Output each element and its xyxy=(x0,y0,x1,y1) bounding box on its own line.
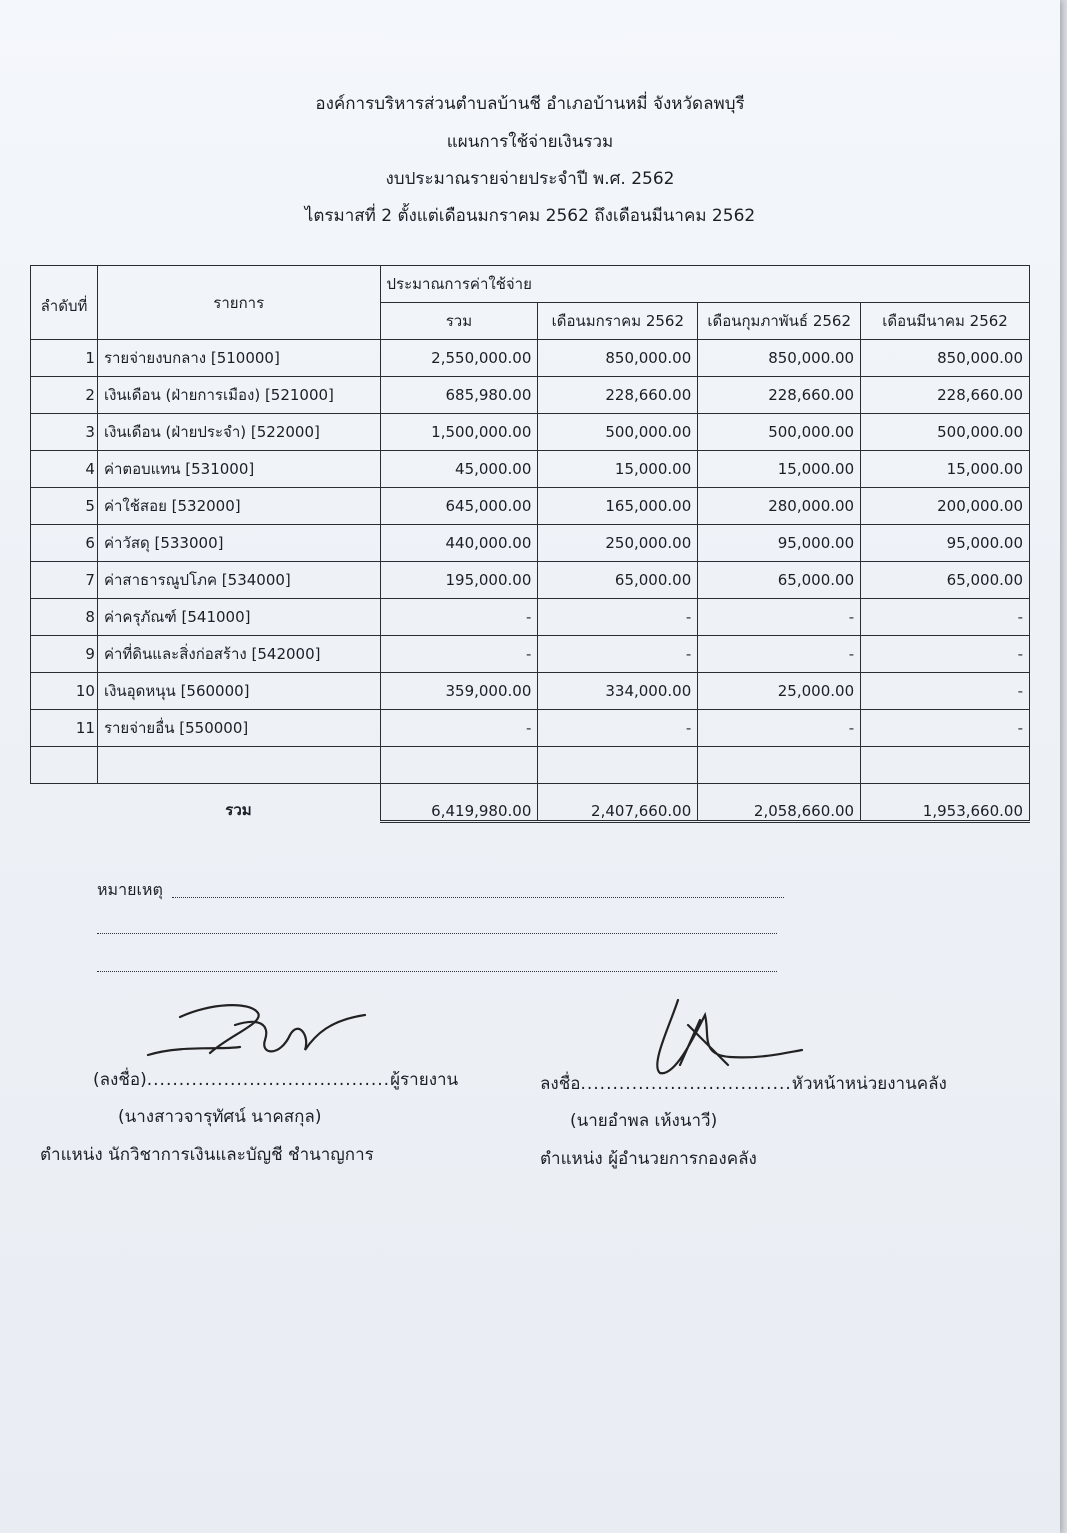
row-feb: - xyxy=(698,636,861,673)
note-line-2 xyxy=(97,932,777,934)
row-total: 195,000.00 xyxy=(380,562,538,599)
row-total: 685,980.00 xyxy=(380,377,538,414)
row-mar: 228,660.00 xyxy=(861,377,1030,414)
row-jan: - xyxy=(538,599,698,636)
row-mar: - xyxy=(861,599,1030,636)
row-index: 2 xyxy=(31,377,98,414)
col-jan-header: เดือนมกราคม 2562 xyxy=(538,303,698,340)
row-mar: - xyxy=(861,673,1030,710)
row-total: 359,000.00 xyxy=(380,673,538,710)
sign-left-prefix: (ลงชื่อ) xyxy=(93,1070,147,1090)
row-feb: - xyxy=(698,599,861,636)
row-mar: 850,000.00 xyxy=(861,340,1030,377)
row-feb: 15,000.00 xyxy=(698,451,861,488)
row-mar: 15,000.00 xyxy=(861,451,1030,488)
table-row xyxy=(31,525,1030,562)
total-sum: 6,419,980.00 xyxy=(380,784,538,822)
total-feb: 2,058,660.00 xyxy=(698,784,861,822)
signer-right-position: ตำแหน่ง ผู้อำนวยการกองคลัง xyxy=(540,1149,757,1169)
table-row xyxy=(31,488,1030,525)
row-jan: 500,000.00 xyxy=(538,414,698,451)
col-feb-header: เดือนกุมภาพันธ์ 2562 xyxy=(698,303,861,340)
total-row xyxy=(31,784,1030,822)
signer-left-position: ตำแหน่ง นักวิชาการเงินและบัญชี ชำนาญการ xyxy=(40,1145,374,1165)
row-feb: 228,660.00 xyxy=(698,377,861,414)
row-mar: 500,000.00 xyxy=(861,414,1030,451)
row-mar: 200,000.00 xyxy=(861,488,1030,525)
sign-left-line: (ลงชื่อ)......................................ผู้รายงาน xyxy=(93,1070,459,1090)
row-item: ค่าที่ดินและสิ่งก่อสร้าง [542000] xyxy=(97,636,380,673)
row-jan: - xyxy=(538,636,698,673)
note-line-1 xyxy=(172,896,784,898)
note-label: หมายเหตุ xyxy=(97,880,163,899)
table-row xyxy=(31,710,1030,747)
col-mar-header: เดือนมีนาคม 2562 xyxy=(861,303,1030,340)
row-mar: - xyxy=(861,636,1030,673)
row-index: 4 xyxy=(31,451,98,488)
sign-right-role: หัวหน้าหน่วยงานคลัง xyxy=(791,1074,947,1094)
row-feb: 850,000.00 xyxy=(698,340,861,377)
signature-right xyxy=(640,995,810,1080)
row-index: 3 xyxy=(31,414,98,451)
row-index: 11 xyxy=(31,710,98,747)
row-jan: 334,000.00 xyxy=(538,673,698,710)
row-mar: 65,000.00 xyxy=(861,562,1030,599)
row-jan: 15,000.00 xyxy=(538,451,698,488)
table-row xyxy=(31,673,1030,710)
col-item-header: รายการ xyxy=(97,266,380,340)
budget-table xyxy=(30,265,1030,823)
row-total: 45,000.00 xyxy=(380,451,538,488)
sign-right-prefix: ลงชื่อ xyxy=(540,1074,581,1094)
org-title: องค์การบริหารส่วนตำบลบ้านชี อำเภอบ้านหมี่ จังหวัดลพบุรี xyxy=(315,94,745,114)
row-feb: 280,000.00 xyxy=(698,488,861,525)
empty-row xyxy=(31,747,1030,784)
table-row xyxy=(31,636,1030,673)
row-jan: 165,000.00 xyxy=(538,488,698,525)
col-index-header: ลำดับที่ xyxy=(31,266,98,340)
total-mar: 1,953,660.00 xyxy=(861,784,1030,822)
row-total: 2,550,000.00 xyxy=(380,340,538,377)
row-item: เงินอุดหนุน [560000] xyxy=(97,673,380,710)
row-jan: - xyxy=(538,710,698,747)
row-mar: 95,000.00 xyxy=(861,525,1030,562)
row-total: 645,000.00 xyxy=(380,488,538,525)
total-label: รวม xyxy=(97,784,380,822)
total-jan: 2,407,660.00 xyxy=(538,784,698,822)
plan-title: แผนการใช้จ่ายเงินรวม xyxy=(446,132,614,152)
row-feb: - xyxy=(698,710,861,747)
table-row xyxy=(31,451,1030,488)
budget-year-title: งบประมาณรายจ่ายประจำปี พ.ศ. 2562 xyxy=(385,169,675,189)
signer-right-name: (นายอำพล เห้งนาวี) xyxy=(570,1111,718,1131)
signer-left-name: (นางสาวจารุทัศน์ นาคสกุล) xyxy=(118,1107,322,1127)
row-item: ค่าครุภัณฑ์ [541000] xyxy=(97,599,380,636)
quarter-title: ไตรมาสที่ 2 ตั้งแต่เดือนมกราคม 2562 ถึงเดือนมีนาคม 2562 xyxy=(304,206,756,226)
table-row xyxy=(31,599,1030,636)
row-feb: 95,000.00 xyxy=(698,525,861,562)
row-item: รายจ่ายงบกลาง [510000] xyxy=(97,340,380,377)
table-row xyxy=(31,414,1030,451)
row-index: 5 xyxy=(31,488,98,525)
row-jan: 850,000.00 xyxy=(538,340,698,377)
row-item: รายจ่ายอื่น [550000] xyxy=(97,710,380,747)
row-jan: 228,660.00 xyxy=(538,377,698,414)
row-total: - xyxy=(380,710,538,747)
row-item: ค่าตอบแทน [531000] xyxy=(97,451,380,488)
row-index: 6 xyxy=(31,525,98,562)
row-total: - xyxy=(380,599,538,636)
row-index: 1 xyxy=(31,340,98,377)
note-line-3 xyxy=(97,970,777,972)
row-total: 440,000.00 xyxy=(380,525,538,562)
col-total-header: รวม xyxy=(380,303,538,340)
row-item: ค่าใช้สอย [532000] xyxy=(97,488,380,525)
row-mar: - xyxy=(861,710,1030,747)
row-feb: 25,000.00 xyxy=(698,673,861,710)
row-jan: 250,000.00 xyxy=(538,525,698,562)
col-group-header: ประมาณการค่าใช้จ่าย xyxy=(380,266,1030,303)
row-index: 8 xyxy=(31,599,98,636)
sign-left-role: ผู้รายงาน xyxy=(390,1070,459,1090)
sign-right-line: ลงชื่อ.................................หัวหน้าหน่วยงานคลัง xyxy=(540,1074,947,1094)
row-feb: 500,000.00 xyxy=(698,414,861,451)
row-index: 9 xyxy=(31,636,98,673)
table-row xyxy=(31,562,1030,599)
row-feb: 65,000.00 xyxy=(698,562,861,599)
row-index: 7 xyxy=(31,562,98,599)
row-total: 1,500,000.00 xyxy=(380,414,538,451)
table-row xyxy=(31,340,1030,377)
signature-left xyxy=(140,995,370,1075)
row-total: - xyxy=(380,636,538,673)
row-jan: 65,000.00 xyxy=(538,562,698,599)
row-item: ค่าวัสดุ [533000] xyxy=(97,525,380,562)
row-item: เงินเดือน (ฝ่ายประจำ) [522000] xyxy=(97,414,380,451)
table-row xyxy=(31,377,1030,414)
row-index: 10 xyxy=(31,673,98,710)
row-item: ค่าสาธารณูปโภค [534000] xyxy=(97,562,380,599)
row-item: เงินเดือน (ฝ่ายการเมือง) [521000] xyxy=(97,377,380,414)
